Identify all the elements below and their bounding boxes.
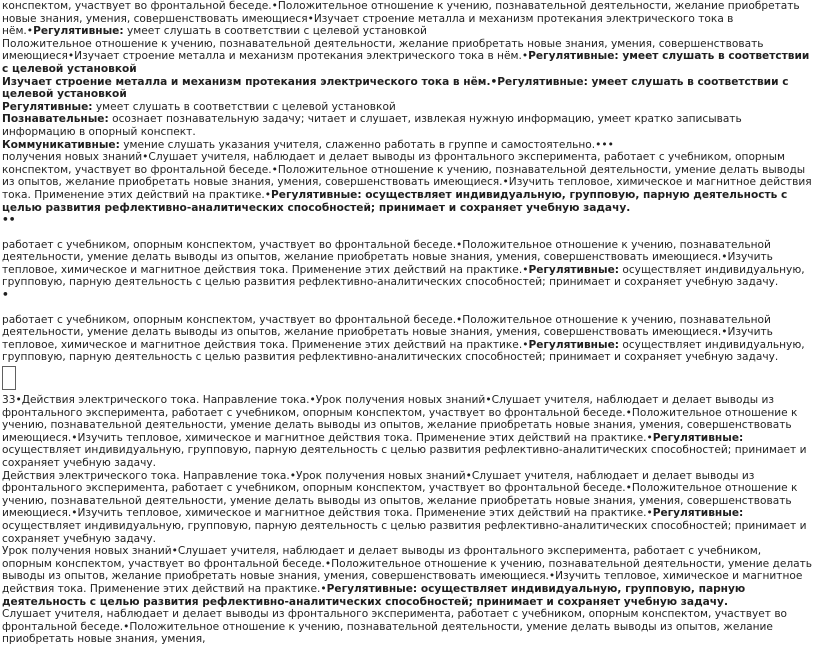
text-run: осуществляет индивидуальную, групповую, парную деятельность с целью развития рефлективно-аналитических способностей; принимает и сохраняет учебную задачу. xyxy=(2,582,746,608)
label-regulative: Регулятивные: xyxy=(33,25,124,38)
paragraph-2 xyxy=(2,38,814,76)
paragraph-1 xyxy=(2,0,814,38)
label-cognitive: Познавательные: xyxy=(2,113,109,126)
text-run: осознает познавательную задачу; читает и слушает, извлекая нужную информацию, умеет кратко записывать информацию в опорный конспект. xyxy=(2,113,742,138)
paragraph-10 xyxy=(2,394,814,470)
text-run: 33•Действия электрического тока. Направление тока.•Урок получения новых знаний•Слушает учителя, наблюдает и делает выводы из фронтального эксперимента, работает с учебником, опорным конспектом, участвует во фронтальной беседе.•Положительное отношение к учению, познавательной деятельности, умение делать выводы из опытов, желание приобретать новые знания, умения, совершенствовать имеющиеся.•Изучить тепловое, химическое и магнитное действия тока. Применение этих действий на практике.• xyxy=(2,394,798,444)
paragraph-6 xyxy=(2,139,814,152)
paragraph-12 xyxy=(2,545,814,608)
label-regulative: Регулятивные: xyxy=(528,338,619,351)
label-regulative: Регулятивные: xyxy=(652,507,744,520)
text-run: осуществляет индивидуальную, групповую, парную деятельность с целью развития рефлективно-аналитических способностей; принимает и сохраняет учебную задачу. xyxy=(2,263,805,289)
text-run: Действия электрического тока. Направление тока.•Урок получения новых знаний•Слушает учителя, наблюдает и делает выводы из фронтального эксперимента, работает с учебником, опорным конспектом, участвует во фронтальной беседе.•Положительное отношение к учению, познавательной деятельности, умение делать выводы из опытов, желание приобретать новые знания, умения, совершенствовать имеющиеся.•Изучить тепловое, химическое и магнитное действия тока. Применение этих действий на практике.• xyxy=(2,469,798,520)
text-run: умеет слушать в соответствии с целевой установкой xyxy=(2,75,789,101)
paragraph-4 xyxy=(2,101,814,114)
text-run: осуществляет индивидуальную, групповую, парную деятельность с целью развития рефлективно-аналитических способностей; принимает и сохраняет учебную задачу. xyxy=(2,338,805,364)
text-run: умеет слушать в соответствии с целевой установкой xyxy=(92,100,396,113)
paragraph-13 xyxy=(2,608,814,646)
label-regulative: Регулятивные: xyxy=(528,50,619,63)
text-run: осуществляет индивидуальную, групповую, парную деятельность с целью развития рефлективно-аналитических способностей; принимает и сохраняет учебную задачу. xyxy=(2,519,807,545)
spacer xyxy=(2,227,814,239)
bullet-mark: • xyxy=(2,289,9,302)
text-run: умение слушать указания учителя, слаженно работать в группе и самостоятельно.••• xyxy=(119,138,614,151)
label-regulative: Регулятивные: xyxy=(497,75,588,88)
spacer xyxy=(2,302,814,314)
text-run: работает с учебником, опорным конспектом, участвует во фронтальной беседе.•Положительное отношение к учению, познавательной деятельности, умение делать выводы из опытов, желание приобретать новые знания, умения, совершенствовать имеющиеся.•Изучить тепловое, химическое и магнитное действия тока. Применение этих действий на практике.• xyxy=(2,313,773,351)
label-regulative: Регулятивные: xyxy=(652,431,744,444)
text-run: Урок получения новых знаний•Слушает учителя, наблюдает и делает выводы из фронтального эксперимента, работает с учебником, опорным конспектом, участвует во фронтальной беседе.•Положительное отношение к учению, познавательной деятельности, умение делать выводы из опытов, желание приобретать новые знания, умения, совершенствовать имеющиеся.•Изучить тепловое, химическое и магнитное действия тока. Применение этих действий на практике.• xyxy=(2,545,813,595)
text-run: осуществляет индивидуальную, групповую, парную деятельность с целью развития рефлективно-аналитических способностей; принимает и сохраняет учебную задачу. xyxy=(2,444,807,469)
text-run: осуществляет индивидуальную, групповую, парную деятельность с целью развития рефлективно-аналитических способностей; принимает и сохраняет учебную задачу. xyxy=(2,188,788,214)
text-run: Положительное отношение к учению, познавательной деятельности, желание приобретать новые знания, умения, совершенствовать имеющиеся•Изучает строение металла и механизм протекания электрического тока в нём.• xyxy=(2,37,764,63)
label-regulative: Регулятивные: xyxy=(271,188,362,201)
paragraph-9 xyxy=(2,314,814,364)
paragraph-11 xyxy=(2,470,814,546)
paragraph-3 xyxy=(2,76,814,101)
text-run: получения новых знаний•Слушает учителя, наблюдает и делает выводы из фронтального эксперимента, работает с учебником, опорным конспектом, участвует во фронтальной беседе.•Положительное отношение к учению, познавательной деятельности, умение делать выводы из опытов, желание приобретать новые знания, умения, совершенствовать имеющиеся.•Изучить тепловое, химическое и магнитное действия тока. Применение этих действий на практике.• xyxy=(2,151,812,201)
label-regulative: Регулятивные: xyxy=(326,582,418,595)
text-run: работает с учебником, опорным конспектом, участвует во фронтальной беседе.•Положительное отношение к учению, познавательной деятельности, умение делать выводы из опытов, желание приобретать новые знания, умения, совершенствовать имеющиеся.•Изучить тепловое, химическое и магнитное действия тока. Применение этих действий на практике.• xyxy=(2,238,773,276)
paragraph-8 xyxy=(2,239,814,289)
label-communicative: Коммуникативные: xyxy=(2,138,120,151)
text-run: умеет слушать в соответствии с целевой установкой xyxy=(123,25,427,38)
text-run: Изучает строение металла и механизм протекания электрического тока в нём.• xyxy=(2,75,498,88)
label-regulative: Регулятивные: xyxy=(528,263,619,276)
paragraph-bullets xyxy=(2,214,814,227)
paragraph-bullet xyxy=(2,289,814,302)
bullet-marks: •• xyxy=(2,214,16,227)
text-run: умеет слушать в соответствии с целевой установкой xyxy=(2,50,810,75)
text-run: Слушает учителя, наблюдает и делает выводы из фронтального эксперимента, работает с учебником, опорным конспектом, участвует во фронтальной беседе.•Положительное отношение к учению, познавательной деятельности, умение делать выводы из опытов, желание приобретать новые знания, умения, xyxy=(2,608,788,646)
paragraph-7 xyxy=(2,151,814,214)
empty-cell-box xyxy=(2,366,16,390)
label-regulative: Регулятивные: xyxy=(2,100,93,113)
paragraph-5 xyxy=(2,113,814,138)
text-run: конспектом, участвует во фронтальной беседе.•Положительное отношение к учению, познавательной деятельности, желание приобретать новые знания, умения, совершенствовать имеющиеся•Изучает строение металла и механизм протекания электрического тока в нём.• xyxy=(2,0,800,38)
